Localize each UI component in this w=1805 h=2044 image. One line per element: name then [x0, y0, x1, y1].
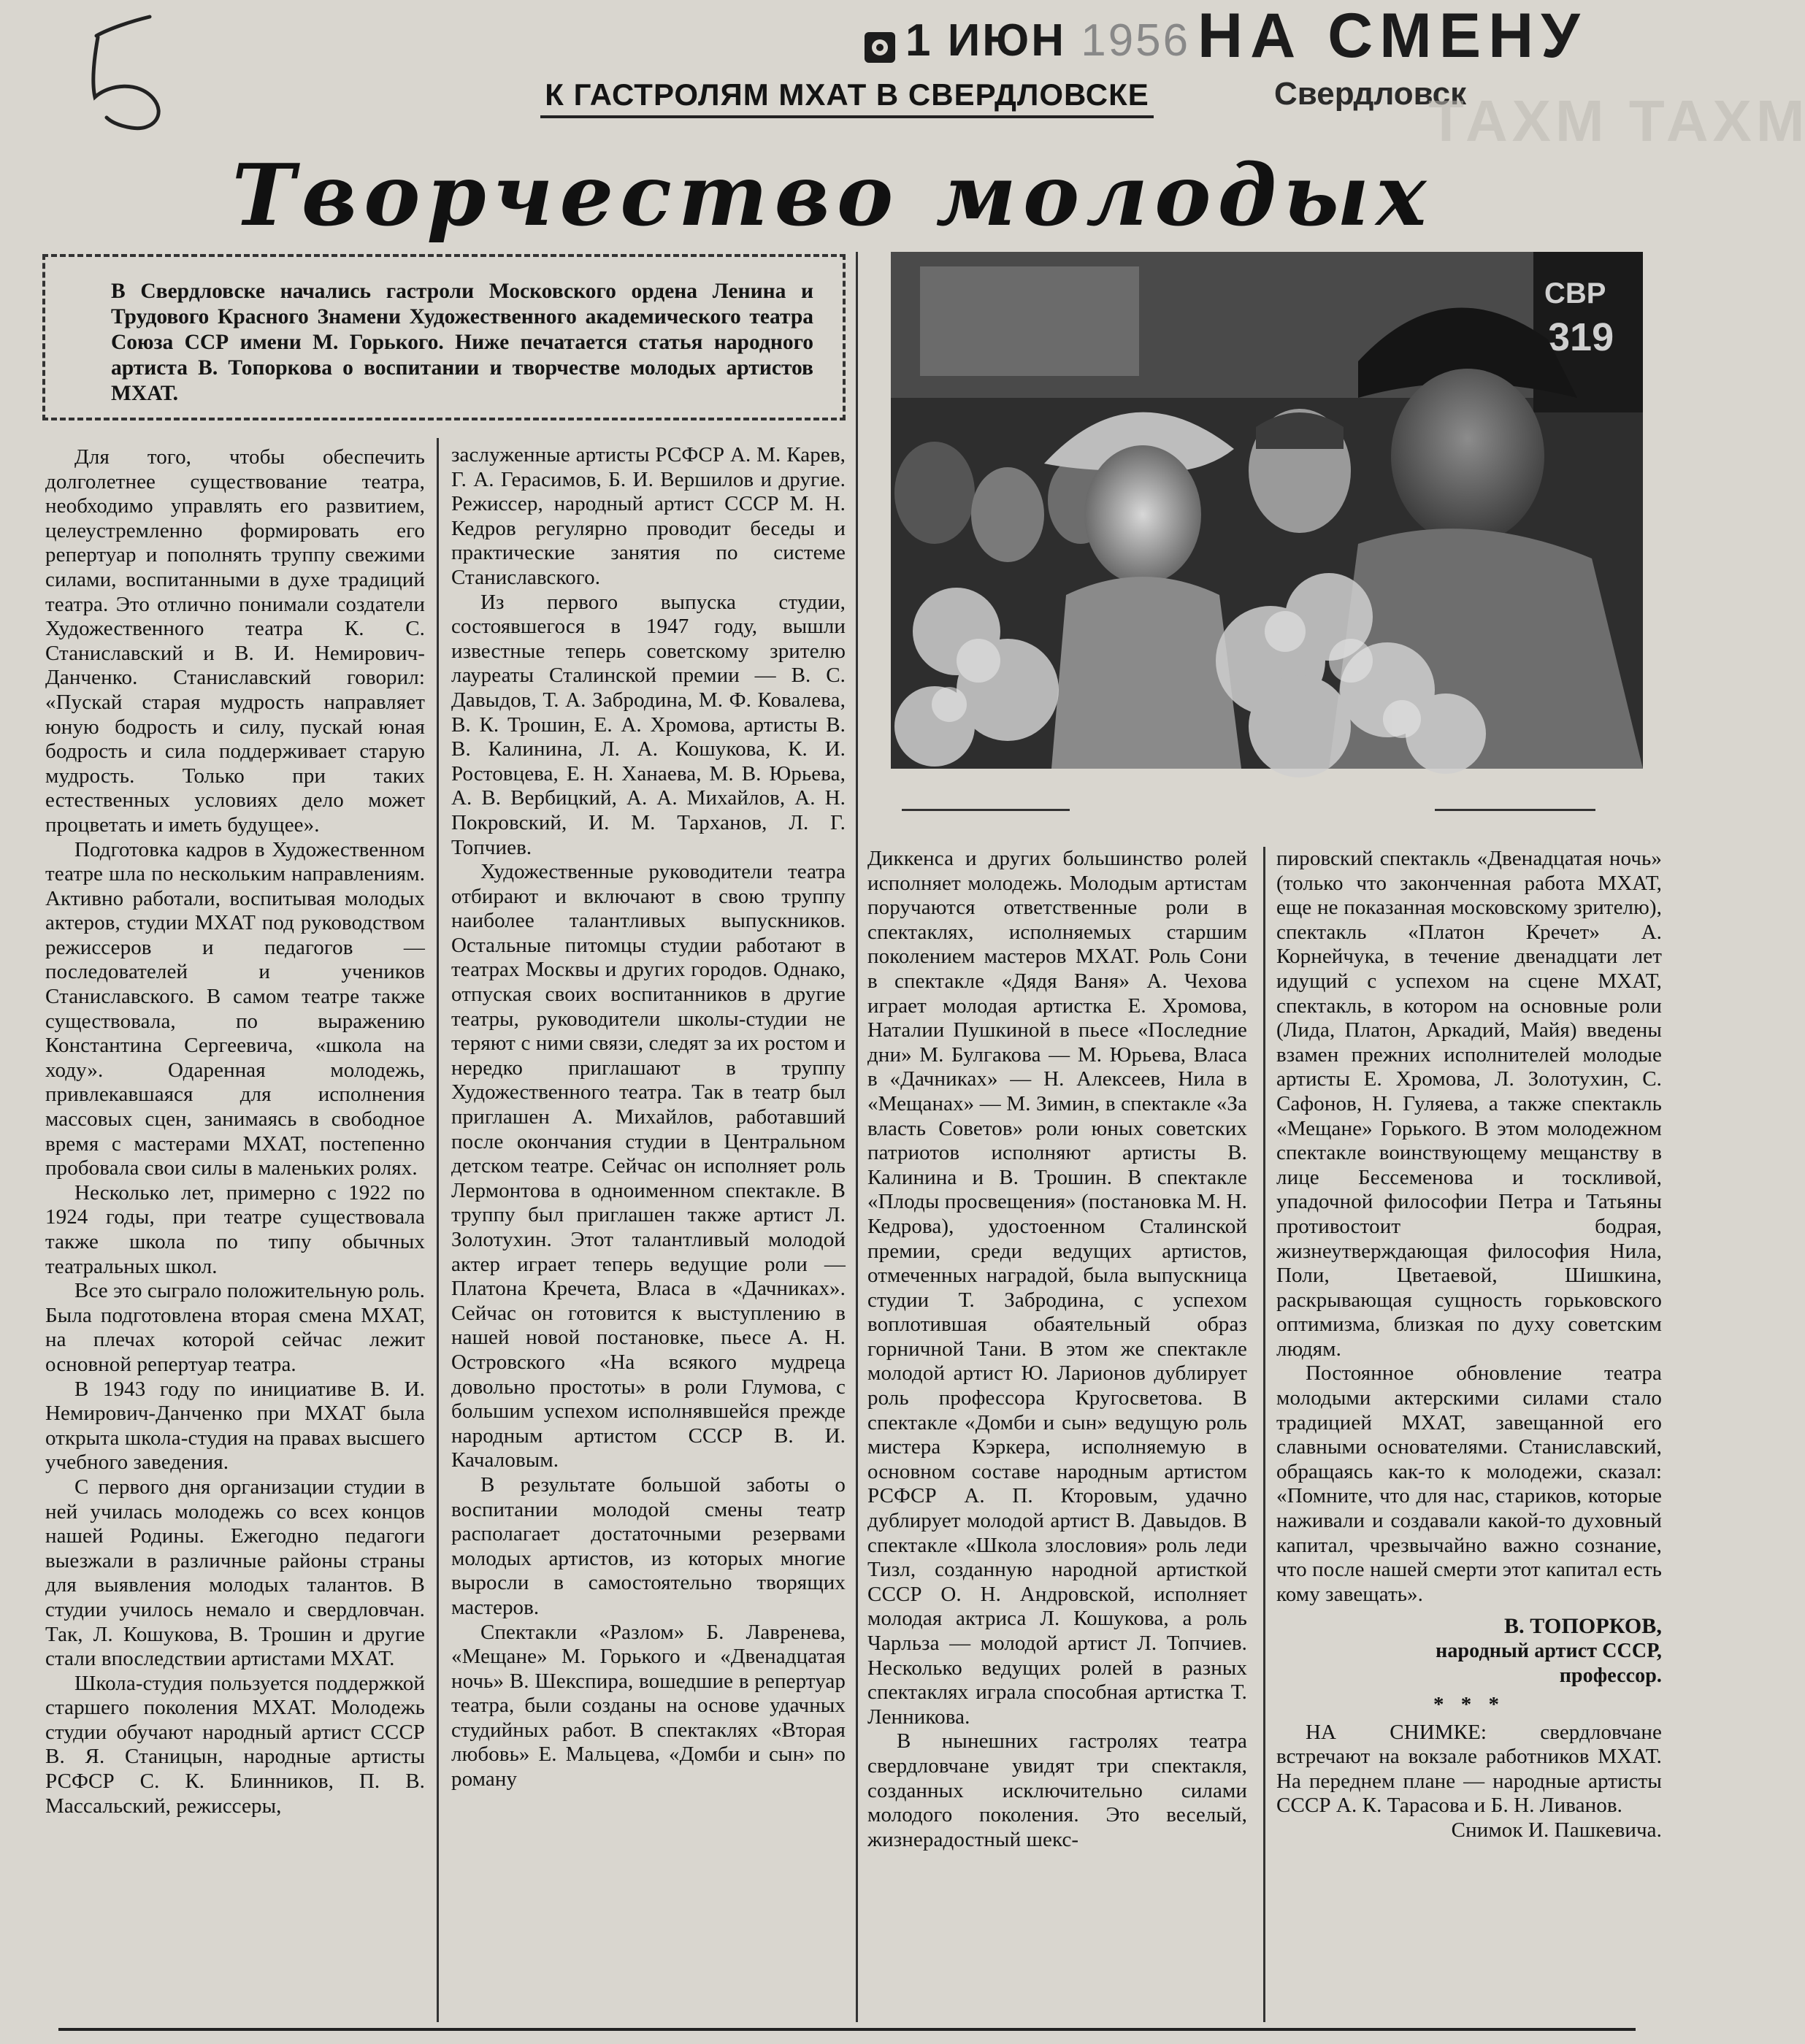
handwritten-page-number	[80, 11, 190, 135]
paragraph: Подготовка кадров в Художественном театре шла по нескольким направлениям. Активно работали, воспитывая молодых актеров, студии МХАТ под руководством режиссеров и педагогов — последователей и учеников Станиславского. В самом театре также существовала, по выражению Константина Сергеевича, «школа на ходу». Одаренная молодежь, привлекавшаяся для исполнения массовых сцен, занимаясь в свободное время с мастерами МХАТ, постепенно пробовала свои силы в маленьких ролях.	[45, 837, 425, 1180]
author-name: В. ТОПОРКОВ,	[1503, 1614, 1662, 1639]
paragraph: В результате большой заботы о воспитании молодой смены театр располагает достаточными резервами молодых артистов, из которых многие выросли в самостоятельно творящих мастеров.	[451, 1472, 846, 1619]
author-signature	[1276, 1614, 1662, 1688]
paragraph: Несколько лет, примерно с 1922 по 1924 годы, при театре существовала также школа по типу обычных театральных школ.	[45, 1180, 425, 1278]
news-photo	[891, 252, 1643, 769]
paragraph: Художественные руководители театра отбирают и включают в свою труппу наиболее талантливых выпускников. Остальные питомцы студии работают в театрах Москвы и других городов. Однако, отпуская своих воспитанников в другие театры, руководители школы-студии не теряют с ними связи, следят за их ростом и нередко приглашают в труппу Художественного театра. Так в театр был приглашен А. Михайлов, работавший после окончания студии в Центральном детском театре. Сейчас он исполняет роль Лермонтова в одноименном спектакле. В труппу был приглашен также артист Л. Золотухин. Этот талантливый молодой актер играет теперь ведущие роли — Платона Кречета, Власа в «Дачниках». Сейчас он готовится к выступлению в нашей новой постановке, пьесе А. Н. Островского «На всякого мудреца довольно простоты» в роли Глумова, с большим успехом исполнявшейся прежде народным артистом СССР В. И. Качаловым.	[451, 860, 846, 1472]
paragraph: Школа-студия пользуется поддержкой старшего поколения МХАТ. Молодежь студии обучают народный артист СССР В. Я. Станицын, народные артисты РСФСР С. К. Блинников, П. В. Массальский, режиссеры,	[45, 1671, 425, 1818]
photo-sign-text-1: СВР	[1544, 277, 1606, 310]
bottom-rule	[58, 2028, 1636, 2031]
newspaper-name-stamp: НА СМЕНУ	[1197, 1, 1587, 71]
photo-credit: Снимок И. Пашкевича.	[1451, 1818, 1662, 1842]
stamp-logo-icon	[862, 29, 898, 66]
paragraph: заслуженные артисты РСФСР А. М. Карев, Г. А. Герасимов, Б. И. Вершилов и другие. Режиссер, народный артист СССР М. Н. Кедров регулярно проводит беседы и практические занятия по системе Станиславского.	[451, 443, 846, 589]
paragraph: Для того, чтобы обеспечить долголетнее существование театра, необходимо управлять его развитием, целеустремленно формировать его репертуар и пополнять труппу свежими силами, воспитанными в духе традиций театра. Это отлично понимали создатели Художественного театра К. С. Станиславский и В. И. Немирович-Данченко. Станиславский говорил: «Пускай старая мудрость направляет юную бодрость и силу, пускай юная бодрость и сила поддерживает старую мудрость. Только при таких естественных условиях дело может процветать и иметь будущее».	[45, 445, 425, 837]
photo-illustration	[891, 252, 1643, 769]
article-column-1	[45, 445, 425, 1818]
photo-rule-left	[902, 809, 1070, 811]
author-title-1: народный артист СССР,	[1436, 1640, 1662, 1662]
stamp-date	[905, 15, 1190, 66]
stamp-date-year: 1956	[1081, 15, 1191, 66]
paragraph: пировский спектакль «Двенадцатая ночь» (только что законченная работа МХАТ, еще не показанная московскому зрителю), спектакль «Платон Кречет» А. Корнейчука, в течение двенадцати лет идущий с успехом на сцене МХАТ, спектакль, в котором на основные роли (Лида, Платон, Аркадий, Майя) введены взамен прежних исполнителей молодые артисты Е. Хромова, Л. Золотухин, С. Сафонов, Н. Гуляева, а также спектакль «Мещане» Горького. В этом молодежном спектакле воинствующему мещанству в лице Бессеменова и тоскливой, упадочной философии Петра и Татьяны противостоит бодрая, жизнеутверждающая философия Нила, Поли, Цветаевой, Шишкина, раскрывающая сущность горьковского оптимизма, близкая по духу советским людям.	[1276, 847, 1662, 1361]
column-divider-2	[856, 252, 858, 2022]
column-divider-3	[1263, 847, 1265, 2022]
show-through-decoration: МХАТ МХАТ	[1424, 88, 1805, 153]
stamp-date-day: 1 ИЮН	[905, 15, 1066, 66]
paragraph: Из первого выпуска студии, состоявшегося в 1947 году, вышли известные теперь советскому зрителю лауреаты Сталинской премии — В. С. Давыдов, Т. А. Забродина, М. Ф. Ковалева, В. К. Трошин, Е. А. Хромова, артисты В. В. Калинина, Л. А. Кошукова, К. И. Ростовцева, Е. Н. Ханаева, М. В. Юрьева, А. В. Вербицкий, А. А. Михайлов, А. Н. Покровский, И. М. Тарханов, Л. Г. Топчиев.	[451, 590, 846, 859]
paragraph: В 1943 году по инициативе В. И. Немирович-Данченко при МХАТ была открыта школа-студия на правах высшего учебного заведения.	[45, 1377, 425, 1475]
article-column-3	[867, 847, 1247, 1852]
section-separator: * * *	[1433, 1693, 1505, 1716]
intro-text: В Свердловске начались гастроли Московского ордена Ленина и Трудового Красного Знамени Художественного академического театра Союза ССР имени М. Горького. Ниже печатается статья народного артиста В. Топоркова о воспитании и творчестве молодых артистов МХАТ.	[111, 280, 813, 405]
photo-sign-text-2: 319	[1548, 315, 1614, 359]
paragraph: Постоянное обновление театра молодыми актерскими силами стало традицией МХАТ, завещанной его славными основателями. Станиславский, обращаясь как-то к молодежи, сказал: «Помните, что для нас, стариков, которые наживали и создавали какой-то духовный капитал, чрезвычайно важно сознание, что после нашей смерти этот капитал есть кому завещать».	[1276, 1361, 1662, 1606]
photo-rule-right	[1435, 809, 1595, 811]
column-divider-1	[437, 438, 439, 2022]
city-stamp: Свердловск	[1274, 76, 1467, 112]
paragraph: Диккенса и других большинство ролей исполняет молодежь. Молодым артистам поручаются ответственные роли в спектаклях, исполняемых старшим поколением мастеров МХАТ. Роль Сони в спектакле «Дядя Ваня» А. Чехова играет молодая артистка Е. Хромова, Наталии Пушкиной в пьесе «Последние дни» М. Булгакова — М. Юрьева, Власа в «Дачниках» — Н. Алексеев, Нила в «Мещанах» — М. Зимин, в спектакле «За власть Советов» роли юных советских патриотов исполняют артисты В. Калинина и В. Трошин. В спектакле «Плоды просвещения» (постановка М. Н. Кедрова), удостоенном Сталинской премии, среди ведущих артистов, отмеченных наградой, была выпускница студии Т. Забродина, с успехом воплотившая обаятельный образ горничной Тани. В этом же спектакле молодой артист Ю. Ларионов дублирует роль профессора Кругосветова. В спектакле «Домби и сын» ведущую роль мистера Кэркера, исполняемую в основном составе народным артистом РСФСР А. П. Кторовым, удачно дублирует молодой артист В. Давыдов. В спектакле «Школа злословия» роль леди Тизл, созданную народной артисткой СССР О. Н. Андровской, исполняет молодая актриса Л. Кошукова, а роль Чарльза — молодой артист Л. Топчиев. Несколько ведущих ролей в разных спектаклях играла способная артистка Т. Ленникова.	[867, 847, 1247, 1729]
paragraph: С первого дня организации студии в ней училась молодежь со всех концов нашей Родины. Ежегодно педагоги выезжали в различные районы страны для выявления молодых талантов. В студии училось немало и свердловчан. Так, Л. Кошукова, В. Трошин и другие стали впоследствии артистами МХАТ.	[45, 1475, 425, 1671]
photo-caption-text: НА СНИМКЕ: свердловчане встречают на вокзале работников МХАТ. На переднем плане — народные артисты СССР А. К. Тарасова и Б. Н. Ливанов.	[1276, 1720, 1662, 1818]
paragraph: Спектакли «Разлом» Б. Лавренева, «Мещане» М. Горького и «Двенадцатая ночь» В. Шекспира, вошедшие в репертуар театра, были созданы на основе удачных студийных работ. В спектаклях «Вторая любовь» Е. Мальцева, «Домби и сын» по роману	[451, 1620, 846, 1791]
rubric-heading: К ГАСТРОЛЯМ МХАТ В СВЕРДЛОВСКЕ	[540, 77, 1154, 118]
photo-caption	[1276, 1721, 1662, 1818]
author-title-2: профессор.	[1559, 1664, 1662, 1687]
paragraph: Все это сыграло положительную роль. Была подготовлена вторая смена МХАТ, на плечах которой сейчас лежит основной репертуар театра.	[45, 1279, 425, 1376]
article-column-2	[451, 443, 846, 1792]
article-headline: Творчество молодых	[231, 146, 1433, 245]
intro-box	[42, 254, 846, 420]
article-column-4	[1276, 847, 1662, 1843]
paragraph: В нынешних гастролях театра свердловчане увидят три спектакля, созданных исключительно силами молодого поколения. Это веселый, жизнерадостный шекс-	[867, 1729, 1247, 1851]
